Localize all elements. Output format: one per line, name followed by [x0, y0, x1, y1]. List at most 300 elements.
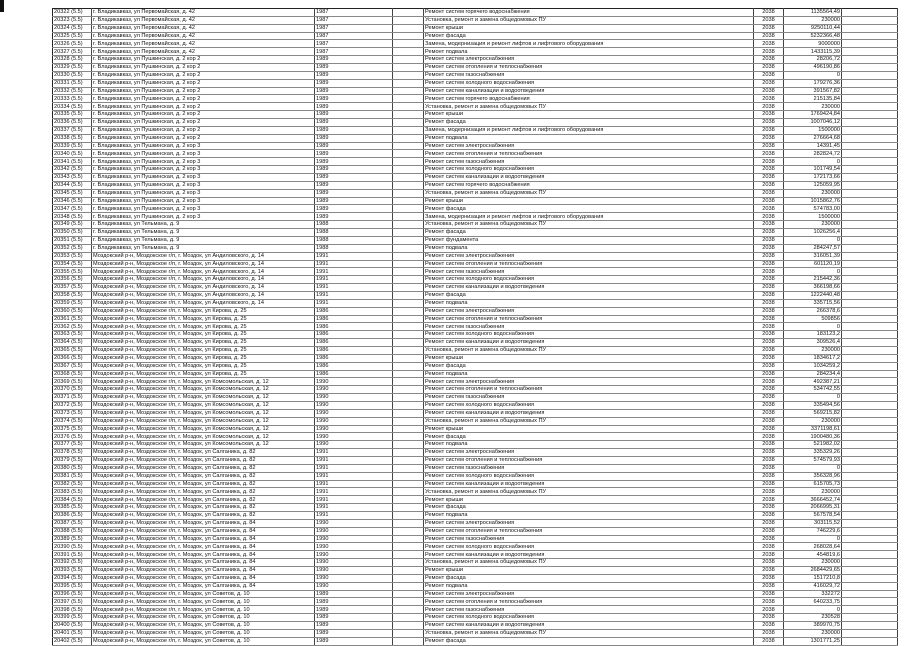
row-id-cell: 20323 (5.5) — [53, 16, 92, 24]
build-year-cell: 1989 — [315, 205, 393, 213]
table-row — [53, 158, 898, 166]
empty-cell — [393, 87, 424, 95]
empty-cell — [842, 441, 898, 449]
empty-cell — [842, 629, 898, 637]
cost-cell: 1500000 — [784, 213, 842, 221]
row-id-cell: 20393 (5.5) — [53, 567, 92, 575]
cost-cell: 101749,54 — [784, 166, 842, 174]
cost-cell: 9250110,44 — [784, 24, 842, 32]
address-cell: Моздокский р-н, Моздокское г/п, г. Моздок, ул Салганика, д. 82 — [92, 472, 315, 480]
cost-cell: 266378,6 — [784, 307, 842, 315]
cost-cell: 0 — [784, 464, 842, 472]
cost-cell: 125059,95 — [784, 181, 842, 189]
cost-cell: 0 — [784, 606, 842, 614]
row-id-cell: 20371 (5.5) — [53, 394, 92, 402]
row-id-cell: 20339 (5.5) — [53, 142, 92, 150]
cost-cell: 0 — [784, 71, 842, 79]
cost-cell: 332272 — [784, 590, 842, 598]
empty-cell — [842, 362, 898, 370]
empty-cell — [393, 260, 424, 268]
build-year-cell: 1988 — [315, 221, 393, 229]
address-cell: г. Владикавказ, ул Первомайская, д. 42 — [92, 9, 315, 17]
repair-year-cell: 2038 — [754, 401, 784, 409]
empty-cell — [842, 79, 898, 87]
address-cell: г. Владикавказ, ул Пушкинская, д. 2 кор 2 — [92, 126, 315, 134]
work-type-cell: Ремонт крыши — [424, 354, 754, 362]
repair-year-cell: 2038 — [754, 606, 784, 614]
repair-year-cell: 2038 — [754, 236, 784, 244]
address-cell: Моздокский р-н, Моздокское г/п, г. Моздок, ул Комсомольская, д. 12 — [92, 394, 315, 402]
empty-cell — [393, 598, 424, 606]
row-id-cell: 20376 (5.5) — [53, 433, 92, 441]
repair-year-cell: 2038 — [754, 622, 784, 630]
table-row — [53, 291, 898, 299]
repair-year-cell: 2038 — [754, 629, 784, 637]
build-year-cell: 1989 — [315, 126, 393, 134]
row-id-cell: 20329 (5.5) — [53, 64, 92, 72]
table-row — [53, 409, 898, 417]
work-type-cell: Ремонт систем газоснабжения — [424, 535, 754, 543]
table-row — [53, 48, 898, 56]
row-id-cell: 20348 (5.5) — [53, 213, 92, 221]
empty-cell — [842, 456, 898, 464]
empty-cell — [393, 323, 424, 331]
repair-year-cell: 2038 — [754, 464, 784, 472]
work-type-cell: Ремонт подвала — [424, 441, 754, 449]
cost-cell: 284247,57 — [784, 244, 842, 252]
work-type-cell: Установка, ремонт и замена общедомовых ПУ — [424, 559, 754, 567]
row-id-cell: 20325 (5.5) — [53, 32, 92, 40]
row-id-cell: 20381 (5.5) — [53, 472, 92, 480]
build-year-cell: 1989 — [315, 637, 393, 645]
row-id-cell: 20346 (5.5) — [53, 197, 92, 205]
empty-cell — [393, 551, 424, 559]
repair-year-cell: 2038 — [754, 425, 784, 433]
cost-cell: 1135564,49 — [784, 9, 842, 17]
work-type-cell: Установка, ремонт и замена общедомовых ПУ — [424, 189, 754, 197]
table-row — [53, 441, 898, 449]
work-type-cell: Ремонт подвала — [424, 134, 754, 142]
address-cell: Моздокский р-н, Моздокское г/п, г. Моздок, ул Салганика, д. 82 — [92, 504, 315, 512]
address-cell: Моздокский р-н, Моздокское г/п, г. Моздок, ул Кирова, д. 25 — [92, 331, 315, 339]
work-type-cell: Ремонт систем горячего водоснабжения — [424, 9, 754, 17]
row-id-cell: 20332 (5.5) — [53, 87, 92, 95]
work-type-cell: Ремонт систем отопления и теплоснабжения — [424, 598, 754, 606]
work-type-cell: Ремонт систем электроснабжения — [424, 449, 754, 457]
row-id-cell: 20322 (5.5) — [53, 9, 92, 17]
address-cell: г. Владикавказ, ул Тельмана, д. 9 — [92, 244, 315, 252]
table-row — [53, 401, 898, 409]
address-cell: Моздокский р-н, Моздокское г/п, г. Моздок, ул Советов, д. 10 — [92, 598, 315, 606]
build-year-cell: 1991 — [315, 449, 393, 457]
address-cell: Моздокский р-н, Моздокское г/п, г. Моздок, ул Салганика, д. 84 — [92, 574, 315, 582]
build-year-cell: 1989 — [315, 142, 393, 150]
empty-cell — [393, 567, 424, 575]
row-id-cell: 20357 (5.5) — [53, 284, 92, 292]
table-row — [53, 464, 898, 472]
cost-cell: 601120,19 — [784, 260, 842, 268]
empty-cell — [842, 354, 898, 362]
work-type-cell: Ремонт крыши — [424, 24, 754, 32]
empty-cell — [393, 103, 424, 111]
build-year-cell: 1990 — [315, 582, 393, 590]
empty-cell — [393, 496, 424, 504]
row-id-cell: 20390 (5.5) — [53, 543, 92, 551]
empty-cell — [842, 504, 898, 512]
row-id-cell: 20333 (5.5) — [53, 95, 92, 103]
work-type-cell: Ремонт систем электроснабжения — [424, 378, 754, 386]
work-type-cell: Ремонт крыши — [424, 425, 754, 433]
empty-cell — [842, 291, 898, 299]
build-year-cell: 1991 — [315, 480, 393, 488]
empty-cell — [842, 158, 898, 166]
address-cell: Моздокский р-н, Моздокское г/п, г. Моздок, ул Комсомольская, д. 12 — [92, 441, 315, 449]
table-row — [53, 111, 898, 119]
build-year-cell: 1989 — [315, 158, 393, 166]
work-type-cell: Ремонт систем газоснабжения — [424, 323, 754, 331]
address-cell: Моздокский р-н, Моздокское г/п, г. Моздок, ул Салганика, д. 84 — [92, 582, 315, 590]
repair-year-cell: 2038 — [754, 433, 784, 441]
build-year-cell: 1988 — [315, 244, 393, 252]
empty-cell — [842, 622, 898, 630]
empty-cell — [842, 409, 898, 417]
work-type-cell: Ремонт систем газоснабжения — [424, 394, 754, 402]
empty-cell — [842, 87, 898, 95]
empty-cell — [842, 111, 898, 119]
empty-cell — [842, 567, 898, 575]
table-row — [53, 504, 898, 512]
empty-cell — [393, 629, 424, 637]
build-year-cell: 1991 — [315, 504, 393, 512]
work-type-cell: Ремонт систем отопления и теплоснабжения — [424, 527, 754, 535]
repair-year-cell: 2038 — [754, 535, 784, 543]
build-year-cell: 1991 — [315, 496, 393, 504]
address-cell: г. Владикавказ, ул Пушкинская, д. 2 кор 2 — [92, 56, 315, 64]
cost-cell: 1500000 — [784, 126, 842, 134]
build-year-cell: 1989 — [315, 95, 393, 103]
cost-cell: 1007046,12 — [784, 119, 842, 127]
cost-cell: 230000 — [784, 189, 842, 197]
address-cell: г. Владикавказ, ул Пушкинская, д. 2 кор 2 — [92, 119, 315, 127]
row-id-cell: 20391 (5.5) — [53, 551, 92, 559]
empty-cell — [393, 362, 424, 370]
build-year-cell: 1991 — [315, 284, 393, 292]
cost-cell: 615705,73 — [784, 480, 842, 488]
empty-cell — [393, 409, 424, 417]
repair-year-cell: 2038 — [754, 166, 784, 174]
empty-cell — [393, 126, 424, 134]
repair-year-cell: 2038 — [754, 56, 784, 64]
build-year-cell: 1986 — [315, 370, 393, 378]
cost-cell: 1433115,39 — [784, 48, 842, 56]
empty-cell — [842, 197, 898, 205]
empty-cell — [842, 56, 898, 64]
empty-cell — [393, 174, 424, 182]
empty-cell — [393, 268, 424, 276]
address-cell: Моздокский р-н, Моздокское г/п, г. Моздок, ул Салганика, д. 84 — [92, 527, 315, 535]
build-year-cell: 1991 — [315, 512, 393, 520]
repair-year-cell: 2038 — [754, 126, 784, 134]
cost-cell: 569215,82 — [784, 409, 842, 417]
build-year-cell: 1989 — [315, 189, 393, 197]
repair-year-cell: 2038 — [754, 504, 784, 512]
address-cell: Моздокский р-н, Моздокское г/п, г. Моздок, ул Советов, д. 10 — [92, 606, 315, 614]
row-id-cell: 20395 (5.5) — [53, 582, 92, 590]
work-type-cell: Установка, ремонт и замена общедомовых ПУ — [424, 629, 754, 637]
cost-cell: 492387,21 — [784, 378, 842, 386]
empty-cell — [393, 299, 424, 307]
cost-cell: 1517210,8 — [784, 574, 842, 582]
empty-cell — [393, 189, 424, 197]
table-row — [53, 449, 898, 457]
empty-cell — [842, 339, 898, 347]
address-cell: г. Владикавказ, ул Первомайская, д. 42 — [92, 32, 315, 40]
cost-cell: 215135,84 — [784, 95, 842, 103]
row-id-cell: 20364 (5.5) — [53, 339, 92, 347]
work-type-cell: Установка, ремонт и замена общедомовых ПУ — [424, 221, 754, 229]
work-type-cell: Ремонт систем отопления и теплоснабжения — [424, 64, 754, 72]
table-row — [53, 339, 898, 347]
row-id-cell: 20373 (5.5) — [53, 409, 92, 417]
repair-year-cell: 2038 — [754, 268, 784, 276]
table-row — [53, 79, 898, 87]
work-type-cell: Ремонт систем канализации и водоотведения — [424, 480, 754, 488]
repair-year-cell: 2038 — [754, 158, 784, 166]
cost-cell: 3666452,74 — [784, 496, 842, 504]
empty-cell — [842, 574, 898, 582]
build-year-cell: 1989 — [315, 87, 393, 95]
repair-year-cell: 2038 — [754, 354, 784, 362]
work-type-cell: Ремонт крыши — [424, 197, 754, 205]
address-cell: Моздокский р-н, Моздокское г/п, г. Моздок, ул Кирова, д. 25 — [92, 339, 315, 347]
empty-cell — [842, 142, 898, 150]
table-row — [53, 472, 898, 480]
cost-cell: 282824,72 — [784, 150, 842, 158]
empty-cell — [842, 229, 898, 237]
work-type-cell: Ремонт систем холодного водоснабжения — [424, 166, 754, 174]
repair-year-cell: 2038 — [754, 48, 784, 56]
work-type-cell: Ремонт крыши — [424, 567, 754, 575]
cost-cell: 179276,36 — [784, 79, 842, 87]
address-cell: г. Владикавказ, ул Пушкинская, д. 2 кор 3 — [92, 205, 315, 213]
address-cell: г. Владикавказ, ул Тельмана, д. 9 — [92, 229, 315, 237]
empty-cell — [842, 299, 898, 307]
table-row — [53, 119, 898, 127]
empty-cell — [393, 24, 424, 32]
empty-cell — [842, 401, 898, 409]
build-year-cell: 1987 — [315, 32, 393, 40]
row-id-cell: 20356 (5.5) — [53, 276, 92, 284]
build-year-cell: 1987 — [315, 24, 393, 32]
work-type-cell: Ремонт систем газоснабжения — [424, 606, 754, 614]
work-type-cell: Замена, модернизация и ремонт лифтов и лифтового оборудования — [424, 126, 754, 134]
empty-cell — [393, 284, 424, 292]
empty-cell — [393, 370, 424, 378]
cost-cell: 574579,93 — [784, 456, 842, 464]
work-type-cell: Ремонт крыши — [424, 111, 754, 119]
work-type-cell: Ремонт фасада — [424, 574, 754, 582]
build-year-cell: 1989 — [315, 174, 393, 182]
empty-cell — [842, 307, 898, 315]
empty-cell — [393, 527, 424, 535]
row-id-cell: 20347 (5.5) — [53, 205, 92, 213]
empty-cell — [393, 276, 424, 284]
empty-cell — [393, 464, 424, 472]
row-id-cell: 20353 (5.5) — [53, 252, 92, 260]
empty-cell — [393, 543, 424, 551]
row-id-cell: 20402 (5.5) — [53, 637, 92, 645]
row-id-cell: 20397 (5.5) — [53, 598, 92, 606]
work-type-cell: Ремонт фасада — [424, 433, 754, 441]
table-row — [53, 551, 898, 559]
work-type-cell: Ремонт систем газоснабжения — [424, 158, 754, 166]
empty-cell — [842, 244, 898, 252]
work-type-cell: Ремонт систем горячего водоснабжения — [424, 95, 754, 103]
build-year-cell: 1986 — [315, 362, 393, 370]
build-year-cell: 1989 — [315, 622, 393, 630]
table-row — [53, 9, 898, 17]
address-cell: Моздокский р-н, Моздокское г/п, г. Моздок, ул Советов, д. 10 — [92, 629, 315, 637]
row-id-cell: 20401 (5.5) — [53, 629, 92, 637]
table-row — [53, 637, 898, 645]
row-id-cell: 20338 (5.5) — [53, 134, 92, 142]
cost-cell: 172173,66 — [784, 174, 842, 182]
work-type-cell: Ремонт систем холодного водоснабжения — [424, 614, 754, 622]
table-row — [53, 535, 898, 543]
address-cell: г. Владикавказ, ул Пушкинская, д. 2 кор 2 — [92, 87, 315, 95]
repair-year-cell: 2038 — [754, 598, 784, 606]
cost-cell: 230528 — [784, 614, 842, 622]
build-year-cell: 1991 — [315, 276, 393, 284]
work-type-cell: Ремонт систем отопления и теплоснабжения — [424, 315, 754, 323]
repair-year-cell: 2038 — [754, 441, 784, 449]
repair-year-cell: 2038 — [754, 449, 784, 457]
row-id-cell: 20374 (5.5) — [53, 417, 92, 425]
repair-year-cell: 2038 — [754, 142, 784, 150]
repair-year-cell: 2038 — [754, 32, 784, 40]
repair-year-cell: 2038 — [754, 64, 784, 72]
address-cell: г. Владикавказ, ул Пушкинская, д. 2 кор 3 — [92, 150, 315, 158]
work-type-cell: Ремонт систем электроснабжения — [424, 56, 754, 64]
empty-cell — [393, 71, 424, 79]
cost-cell: 567578,54 — [784, 512, 842, 520]
work-type-cell: Ремонт систем холодного водоснабжения — [424, 543, 754, 551]
build-year-cell: 1990 — [315, 425, 393, 433]
row-id-cell: 20372 (5.5) — [53, 401, 92, 409]
address-cell: Моздокский р-н, Моздокское г/п, г. Моздок, ул Андиловского, д. 14 — [92, 252, 315, 260]
repair-year-cell: 2038 — [754, 323, 784, 331]
repair-year-cell: 2038 — [754, 346, 784, 354]
work-type-cell: Ремонт подвала — [424, 370, 754, 378]
cost-cell: 1834617,2 — [784, 354, 842, 362]
row-id-cell: 20358 (5.5) — [53, 291, 92, 299]
empty-cell — [842, 40, 898, 48]
row-id-cell: 20365 (5.5) — [53, 346, 92, 354]
cost-cell: 509856 — [784, 315, 842, 323]
address-cell: Моздокский р-н, Моздокское г/п, г. Моздок, ул Кирова, д. 25 — [92, 346, 315, 354]
row-id-cell: 20369 (5.5) — [53, 378, 92, 386]
build-year-cell: 1990 — [315, 551, 393, 559]
work-type-cell: Ремонт систем холодного водоснабжения — [424, 472, 754, 480]
address-cell: Моздокский р-н, Моздокское г/п, г. Моздок, ул Комсомольская, д. 12 — [92, 378, 315, 386]
repair-year-cell: 2038 — [754, 276, 784, 284]
build-year-cell: 1990 — [315, 386, 393, 394]
cost-cell: 9000000 — [784, 40, 842, 48]
repair-year-cell: 2038 — [754, 614, 784, 622]
empty-cell — [393, 519, 424, 527]
build-year-cell: 1989 — [315, 166, 393, 174]
table-row — [53, 378, 898, 386]
empty-cell — [393, 394, 424, 402]
row-id-cell: 20354 (5.5) — [53, 260, 92, 268]
build-year-cell: 1986 — [315, 339, 393, 347]
table-row — [53, 598, 898, 606]
empty-cell — [393, 291, 424, 299]
empty-cell — [393, 401, 424, 409]
cost-cell: 416029,72 — [784, 582, 842, 590]
repair-year-cell: 2038 — [754, 40, 784, 48]
empty-cell — [393, 307, 424, 315]
cost-cell: 0 — [784, 268, 842, 276]
table-row — [53, 189, 898, 197]
cost-cell: 1900480,36 — [784, 433, 842, 441]
build-year-cell: 1990 — [315, 559, 393, 567]
empty-cell — [393, 158, 424, 166]
repair-year-cell: 2038 — [754, 197, 784, 205]
empty-cell — [393, 331, 424, 339]
empty-cell — [842, 32, 898, 40]
cost-cell: 230000 — [784, 629, 842, 637]
empty-cell — [842, 213, 898, 221]
table-row — [53, 346, 898, 354]
address-cell: г. Владикавказ, ул Тельмана, д. 9 — [92, 236, 315, 244]
build-year-cell: 1991 — [315, 291, 393, 299]
row-id-cell: 20344 (5.5) — [53, 181, 92, 189]
build-year-cell: 1987 — [315, 48, 393, 56]
row-id-cell: 20349 (5.5) — [53, 221, 92, 229]
cost-cell: 303115,52 — [784, 519, 842, 527]
build-year-cell: 1989 — [315, 103, 393, 111]
address-cell: Моздокский р-н, Моздокское г/п, г. Моздок, ул Салганика, д. 84 — [92, 551, 315, 559]
empty-cell — [393, 425, 424, 433]
empty-cell — [842, 103, 898, 111]
address-cell: Моздокский р-н, Моздокское г/п, г. Моздок, ул Салганика, д. 82 — [92, 464, 315, 472]
empty-cell — [842, 236, 898, 244]
table-row — [53, 24, 898, 32]
empty-cell — [393, 197, 424, 205]
row-id-cell: 20388 (5.5) — [53, 527, 92, 535]
table-row — [53, 244, 898, 252]
cost-cell: 1769424,84 — [784, 111, 842, 119]
repair-year-cell: 2038 — [754, 370, 784, 378]
address-cell: Моздокский р-н, Моздокское г/п, г. Моздок, ул Комсомольская, д. 12 — [92, 409, 315, 417]
work-type-cell: Ремонт систем холодного водоснабжения — [424, 331, 754, 339]
empty-cell — [393, 512, 424, 520]
repair-year-cell: 2038 — [754, 394, 784, 402]
build-year-cell: 1991 — [315, 464, 393, 472]
address-cell: г. Владикавказ, ул Пушкинская, д. 2 кор 3 — [92, 166, 315, 174]
repair-year-cell: 2038 — [754, 339, 784, 347]
empty-cell — [393, 56, 424, 64]
repair-year-cell: 2038 — [754, 551, 784, 559]
cost-cell: 5232366,48 — [784, 32, 842, 40]
work-type-cell: Ремонт фасада — [424, 205, 754, 213]
table-row — [53, 519, 898, 527]
row-id-cell: 20330 (5.5) — [53, 71, 92, 79]
address-cell: г. Владикавказ, ул Пушкинская, д. 2 кор 3 — [92, 174, 315, 182]
table-row — [53, 284, 898, 292]
empty-cell — [393, 142, 424, 150]
